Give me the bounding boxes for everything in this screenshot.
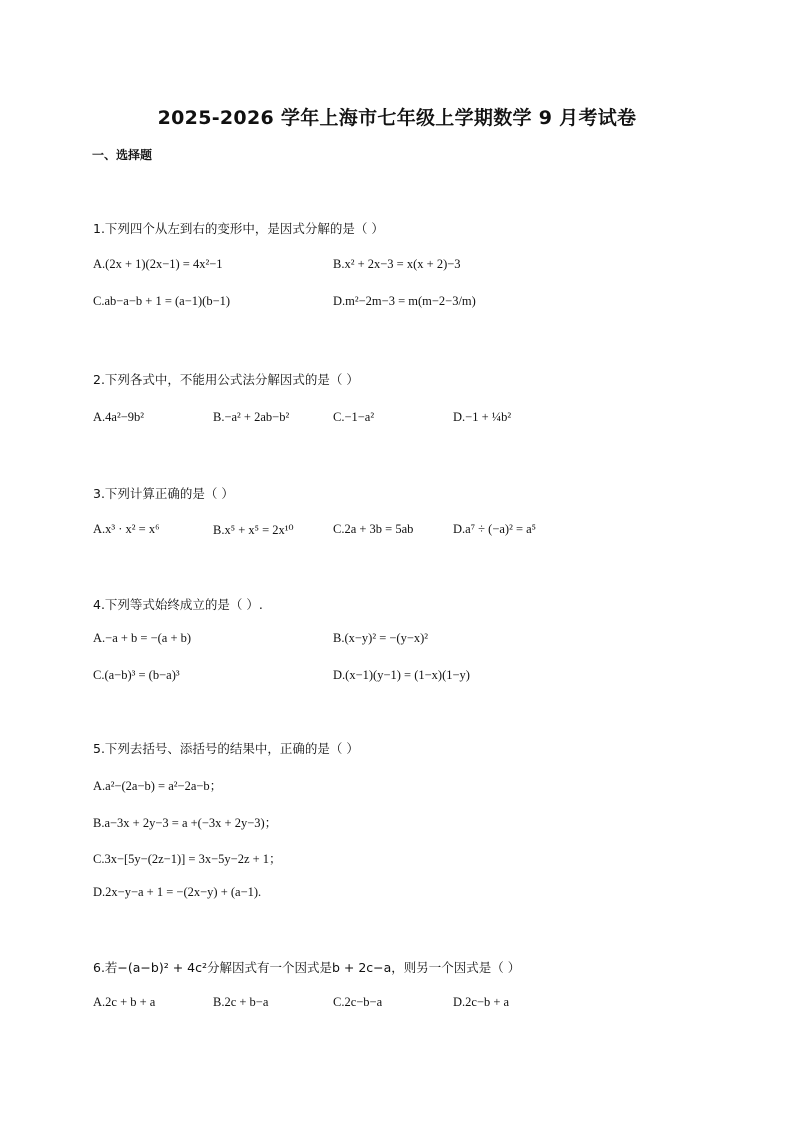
question-1-option-b: B.x² + 2x−3 = x(x + 2)−3: [333, 257, 461, 271]
question-3-option-d: D.a⁷ ÷ (−a)² = a⁵: [453, 522, 537, 536]
question-4-option-b: B.(x−y)² = −(y−x)²: [333, 631, 429, 645]
question-1-option-c: C.ab−a−b + 1 = (a−1)(b−1): [93, 294, 231, 308]
question-2-option-a: A.4a²−9b²: [93, 410, 144, 424]
question-3-option-c: C.2a + 3b = 5ab: [333, 522, 414, 536]
question-5-option-d: D.2x−y−a + 1 = −(2x−y) + (a−1).: [93, 885, 262, 899]
question-1-option-d: D.m²−2m−3 = m(m−2−3/m): [333, 294, 476, 308]
question-5-stem: 5.下列去括号、添括号的结果中，正确的是（ ）: [93, 741, 359, 756]
question-2-option-b: B.−a² + 2ab−b²: [213, 410, 290, 424]
question-4-option-a: A.−a + b = −(a + b): [93, 631, 192, 645]
exam-title: 2025-2026 学年上海市七年级上学期数学 9 月考试卷: [157, 107, 637, 129]
question-3-option-b: B.x⁵ + x⁵ = 2x¹⁰: [213, 523, 294, 537]
question-1-option-a: A.(2x + 1)(2x−1) = 4x²−1: [93, 257, 223, 271]
question-5-option-c: C.3x−[5y−(2z−1)] = 3x−5y−2z + 1；: [93, 852, 282, 866]
question-5-option-b: B.a−3x + 2y−3 = a +(−3x + 2y−3)；: [93, 816, 278, 830]
question-1-stem: 1.下列四个从左到右的变形中，是因式分解的是（ ）: [93, 221, 384, 236]
question-2-option-c: C.−1−a²: [333, 410, 375, 424]
question-6-option-b: B.2c + b−a: [213, 995, 269, 1009]
question-6-stem: 6.若−(a−b)² + 4c²分解因式有一个因式是b + 2c−a，则另一个因式是（ ）: [93, 960, 521, 975]
question-5-option-a: A.a²−(2a−b) = a²−2a−b；: [93, 779, 223, 793]
question-6-option-d: D.2c−b + a: [453, 995, 510, 1009]
question-6-option-a: A.2c + b + a: [93, 995, 156, 1009]
question-2-option-d: D.−1 + ¼b²: [453, 410, 512, 424]
question-4-option-d: D.(x−1)(y−1) = (1−x)(1−y): [333, 668, 470, 682]
question-3-stem: 3.下列计算正确的是（ ）: [93, 486, 234, 501]
question-4-stem: 4.下列等式始终成立的是（ ）.: [93, 597, 263, 612]
section-heading: 一、选择题: [92, 148, 153, 162]
question-2-stem: 2.下列各式中，不能用公式法分解因式的是（ ）: [93, 372, 359, 387]
question-6-option-c: C.2c−b−a: [333, 995, 383, 1009]
question-3-option-a: A.x³ · x² = x⁶: [93, 522, 160, 536]
question-4-option-c: C.(a−b)³ = (b−a)³: [93, 668, 180, 682]
